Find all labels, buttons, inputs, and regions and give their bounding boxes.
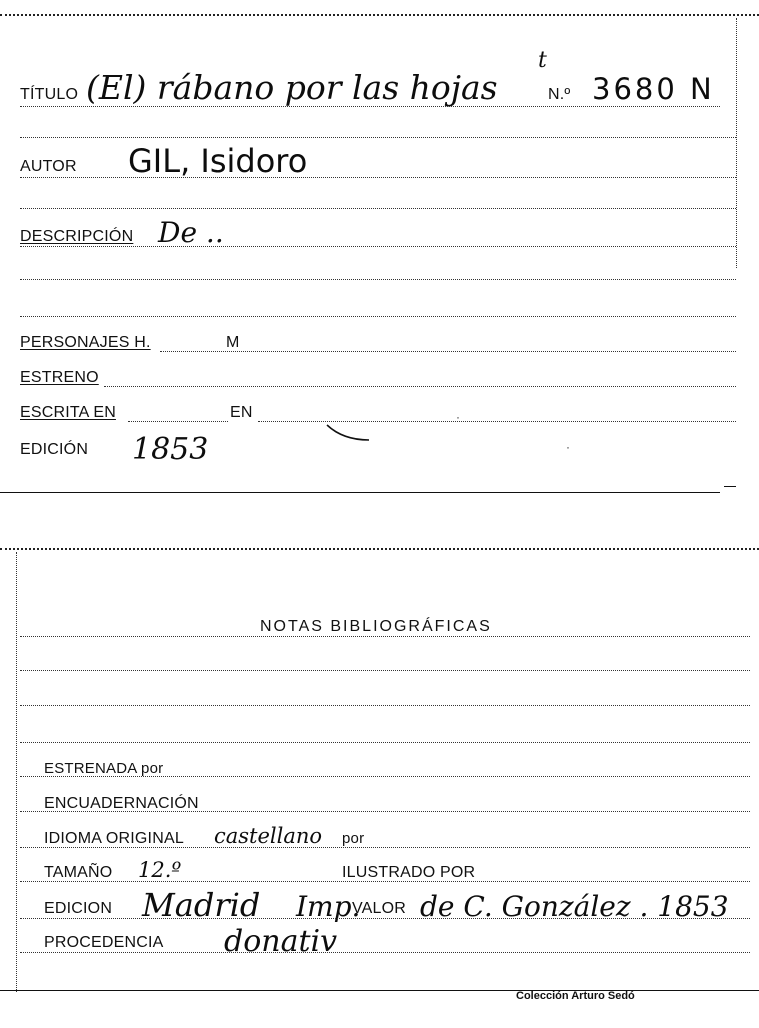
collection-footer: Colección Arturo Sedó (516, 990, 635, 1002)
encuadernacion-label: ENCUADERNACIÓN (44, 795, 199, 812)
encuadernacion-rule (20, 811, 750, 812)
card-bottom-edge (0, 548, 759, 550)
descripcion-rule (20, 246, 736, 247)
descripcion-rule-3 (20, 316, 736, 317)
card-top-corner (724, 486, 736, 487)
escrita-en-label: ESCRITA EN (20, 404, 116, 421)
tamano-value: 12.º (138, 858, 182, 882)
notas-title: NOTAS BIBLIOGRÁFICAS (260, 618, 492, 635)
tamano-rule (20, 881, 750, 882)
speck: · (566, 440, 570, 454)
card-left-edge (16, 552, 17, 992)
titulo-rule (20, 106, 720, 107)
procedencia-rule (20, 952, 750, 953)
edicion-value: 1853 (132, 432, 209, 467)
personajes-m-label: M (226, 334, 240, 351)
edicion-place: Madrid (142, 886, 261, 924)
autor-value: GIL, Isidoro (128, 142, 308, 180)
descripcion-label: DESCRIPCIÓN (20, 228, 134, 245)
procedencia-value: donativ (224, 924, 338, 959)
notas-rule-4 (20, 742, 750, 743)
descripcion-value: De .. (158, 216, 224, 249)
edicion-bottom-label: EDICION (44, 900, 113, 917)
catalog-card-bottom (0, 538, 759, 1028)
speck: · (456, 410, 460, 424)
idioma-por-label: por (342, 830, 365, 847)
procedencia-label: PROCEDENCIA (44, 934, 164, 951)
estrenada-por-label: ESTRENADA por (44, 760, 164, 777)
estrenada-rule (20, 776, 750, 777)
card-top-bottom-edge (0, 492, 720, 493)
idioma-label: IDIOMA ORIGINAL (44, 830, 184, 847)
titulo-rule-2 (20, 137, 736, 138)
autor-rule (20, 177, 736, 178)
estreno-rule (104, 386, 736, 387)
estreno-label: ESTRENO (20, 369, 99, 386)
numero-value: 3680 N (592, 72, 715, 106)
numero-mark: t (538, 48, 547, 73)
personajes-rule (160, 351, 736, 352)
titulo-value: (El) rábano por las hojas (86, 68, 498, 107)
descripcion-rule-2 (20, 279, 736, 280)
card-top-edge (0, 14, 759, 16)
valor-label: VALOR (352, 900, 407, 917)
card-right-edge (736, 18, 737, 268)
numero-label: N.º (548, 86, 571, 103)
ink-stroke (325, 422, 381, 444)
edicion-publisher: de C. González . 1853 (420, 890, 729, 923)
ilustrado-label: ILUSTRADO POR (342, 864, 476, 881)
catalog-card-top (0, 0, 759, 500)
escrita-en-rule (128, 421, 228, 422)
edicion-label: EDICIÓN (20, 441, 89, 458)
notas-rule-1 (20, 636, 750, 637)
autor-rule-2 (20, 208, 736, 209)
notas-rule-2 (20, 670, 750, 671)
edicion-imp: Imp. (296, 890, 361, 923)
idioma-value: castellano (214, 824, 323, 848)
idioma-rule (20, 847, 750, 848)
notas-rule-3 (20, 705, 750, 706)
escrita-en-2-label: EN (230, 404, 253, 421)
titulo-label: TÍTULO (20, 86, 79, 103)
card-bottom-edge-line (0, 990, 759, 991)
personajes-label: PERSONAJES H. (20, 334, 151, 351)
edicion-rule (20, 918, 750, 919)
tamano-label: TAMAÑO (44, 864, 113, 881)
autor-label: AUTOR (20, 158, 77, 175)
